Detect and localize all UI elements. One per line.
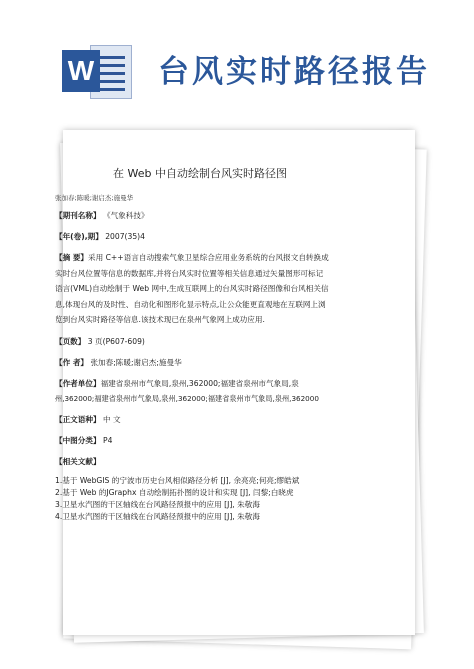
language-field: [55, 412, 375, 427]
unit-field: [55, 376, 355, 406]
reference-list: [55, 475, 375, 523]
language-value: 中 文: [102, 414, 121, 424]
document-title: 在 Web 中自动绘制台风实时路径图: [113, 167, 287, 180]
author-value: 张加春;陈暖;谢启杰;施曼华: [90, 357, 182, 367]
related-header: [55, 454, 375, 469]
journal-label: 【期刊名称】: [55, 211, 101, 220]
abstract-label: 【摘 要】: [55, 253, 89, 262]
reference-item[interactable]: 1.基于 WebGIS 的宁波市历史台风相似路径分析 [J], 余亮亮;何亮;缪皓斌: [55, 475, 300, 485]
unit-line: 州,362000;福建省泉州市气象局,泉州,362000;福建省泉州市气象局,泉州,362000: [55, 393, 319, 403]
classification-label: 【中图分类】: [55, 435, 101, 445]
related-label: 【相关文献】: [55, 456, 101, 466]
abstract-line: 实时台风位置等信息的数据库,并将台风实时位置等相关信息通过矢量图形可标记: [55, 268, 324, 278]
journal-field: [55, 208, 375, 223]
reference-item[interactable]: 4.卫星水汽图的干区轴线在台风路径预报中的应用 [J], 朱敬海: [55, 511, 260, 521]
abstract-block: [55, 250, 355, 328]
banner-title: 台风实时路径报告: [158, 54, 430, 90]
reference-item[interactable]: 3.卫星水汽图的干区轴线在台风路径预报中的应用 [J], 朱敬海: [55, 499, 260, 509]
word-logo-letter: W: [62, 50, 100, 92]
pages-field: [55, 334, 375, 349]
language-label: 【正文语种】: [55, 414, 101, 424]
authors-line: 张加春;陈暖;谢启杰;施曼华: [55, 194, 134, 202]
author-field: [55, 355, 375, 370]
journal-value: 《气象科技》: [102, 211, 149, 220]
pages-label: 【页数】: [55, 336, 86, 346]
abstract-line: 采用 C++语言自动搜索气象卫星综合应用业务系统的台风报文自转换成: [88, 253, 329, 262]
abstract-line: 语言(VML)自动绘制于 Web 网中,生成互联网上的台风实时路径图像和台风相关信: [55, 284, 329, 293]
abstract-line: 览到台风实时路径等信息.该技术现已在泉州气象网上成功应用.: [55, 315, 265, 324]
word-document-icon: [62, 40, 136, 102]
abstract-line: 息,体现台风的及时性、自动化和图形化显示特点,让公众能更直观地在互联网上浏: [55, 299, 326, 309]
pages-value: 3 页(P607-609): [87, 336, 145, 346]
issue-label: 【年(卷),期】: [55, 232, 103, 241]
issue-field: [55, 229, 375, 244]
classification-value: P4: [102, 435, 113, 445]
unit-label: 【作者单位】: [55, 378, 101, 388]
classification-field: [55, 433, 375, 448]
header-banner: [0, 0, 474, 120]
unit-line: 福建省泉州市气象局,泉州,362000;福建省泉州市气象局,泉: [100, 378, 299, 388]
issue-value: 2007(35)4: [105, 232, 145, 241]
reference-item[interactable]: 2.基于 Web 的JGraphx 自动绘制拓扑图的设计和实现 [J], 闫黎;白晓虎: [55, 487, 294, 497]
author-label: 【作 者】: [55, 357, 89, 367]
document-content: [55, 165, 375, 523]
